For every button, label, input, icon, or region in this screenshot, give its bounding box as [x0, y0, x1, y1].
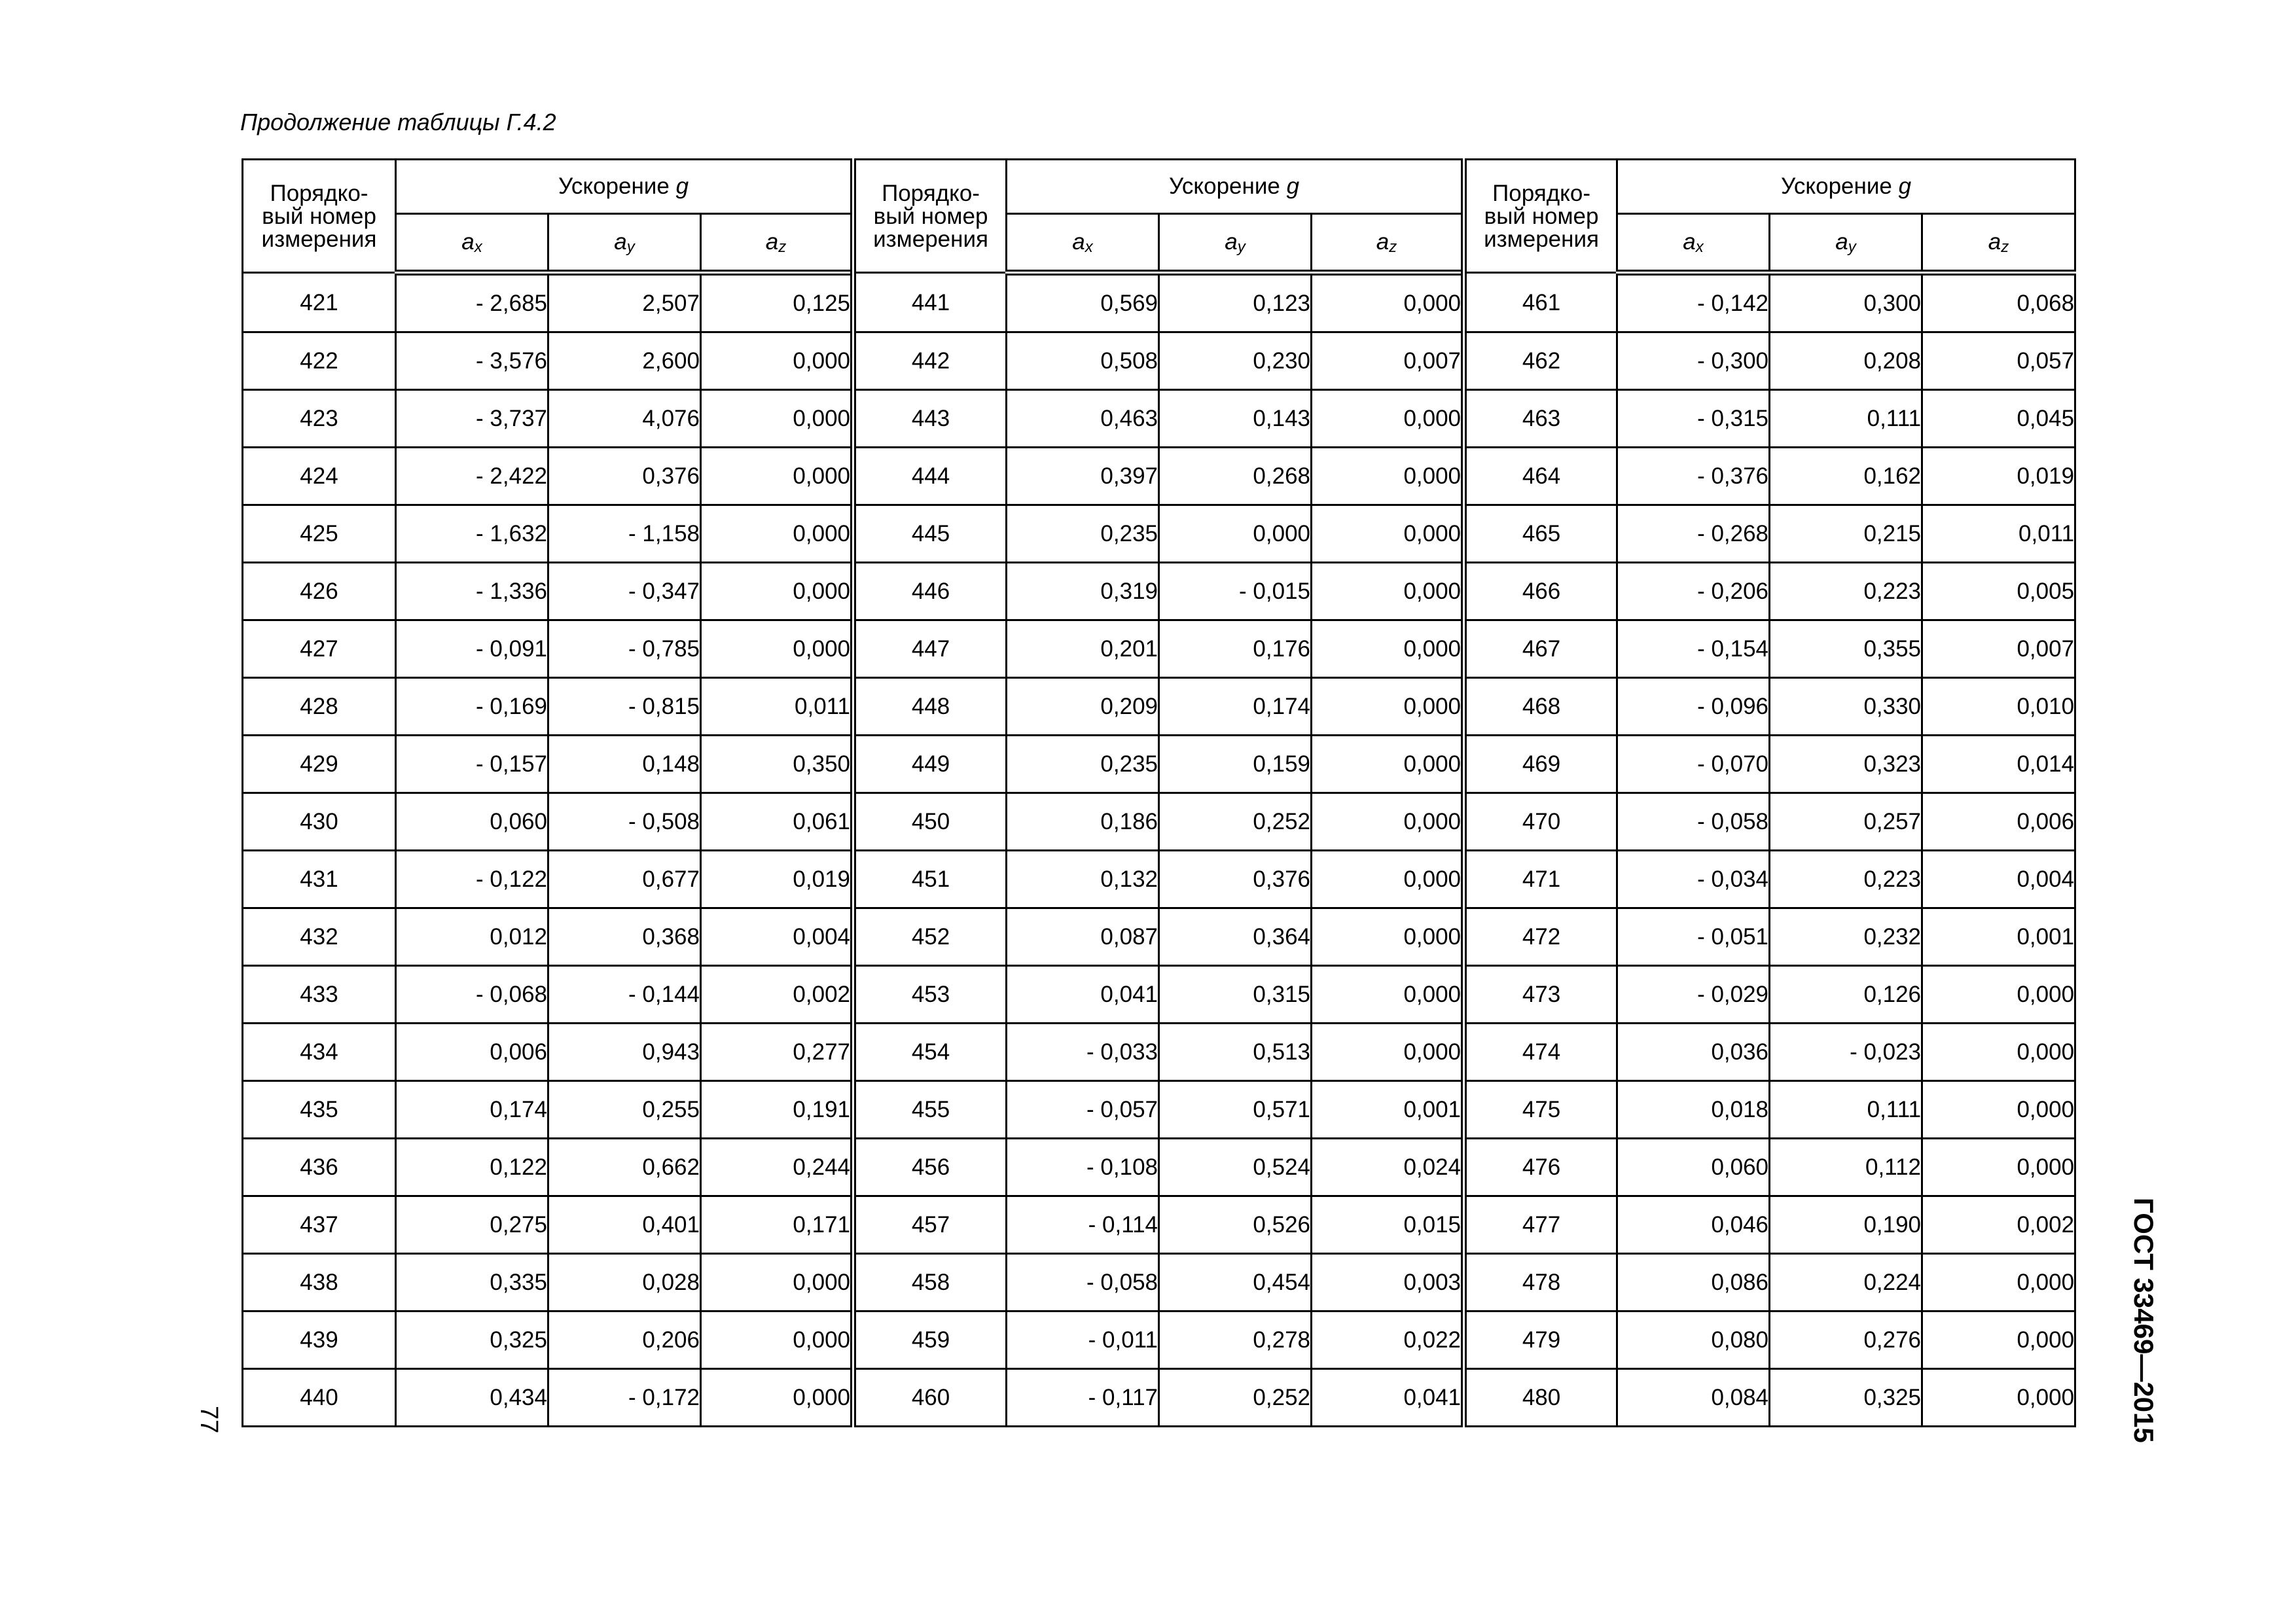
- acceleration-value-cell: 0,513: [1159, 1024, 1312, 1081]
- measurement-number-cell: 435: [243, 1081, 396, 1139]
- acceleration-value-cell: 0,000: [1312, 448, 1464, 505]
- acceleration-value-cell: 0,232: [1770, 908, 1922, 966]
- measurement-number-cell: 443: [853, 390, 1007, 448]
- measurement-number-cell: 449: [853, 736, 1007, 793]
- acceleration-value-cell: 0,000: [1312, 620, 1464, 678]
- measurement-number-cell: 428: [243, 678, 396, 736]
- measurement-number-cell: 451: [853, 851, 1007, 908]
- acceleration-value-cell: - 0,051: [1617, 908, 1770, 966]
- acceleration-value-cell: - 0,011: [1007, 1311, 1159, 1369]
- acceleration-value-cell: 0,000: [1922, 1369, 2075, 1427]
- acceleration-value-cell: - 0,057: [1007, 1081, 1159, 1139]
- acceleration-value-cell: 0,011: [1922, 505, 2075, 563]
- acceleration-value-cell: 0,005: [1922, 563, 2075, 620]
- measurement-number-cell: 433: [243, 966, 396, 1024]
- acceleration-value-cell: 0,084: [1617, 1369, 1770, 1427]
- acceleration-value-cell: 0,111: [1770, 1081, 1922, 1139]
- acceleration-value-cell: - 0,815: [548, 678, 701, 736]
- measurement-number-cell: 431: [243, 851, 396, 908]
- acceleration-value-cell: 0,132: [1007, 851, 1159, 908]
- measurement-number-cell: 476: [1464, 1139, 1617, 1196]
- measurement-number-cell: 425: [243, 505, 396, 563]
- acceleration-value-cell: - 0,122: [396, 851, 548, 908]
- acceleration-value-cell: - 0,785: [548, 620, 701, 678]
- measurement-number-cell: 473: [1464, 966, 1617, 1024]
- acceleration-value-cell: 0,000: [1922, 1139, 2075, 1196]
- acceleration-value-cell: 0,060: [396, 793, 548, 851]
- measurement-number-cell: 429: [243, 736, 396, 793]
- table-caption: Продолжение таблицы Г.4.2: [240, 109, 556, 135]
- acceleration-value-cell: 0,126: [1770, 966, 1922, 1024]
- acceleration-value-cell: 0,176: [1159, 620, 1312, 678]
- measurement-number-cell: 452: [853, 908, 1007, 966]
- acceleration-value-cell: 0,350: [701, 736, 853, 793]
- acceleration-value-cell: 0,162: [1770, 448, 1922, 505]
- acceleration-value-cell: 0,235: [1007, 736, 1159, 793]
- measurement-number-cell: 460: [853, 1369, 1007, 1427]
- acceleration-value-cell: 0,368: [548, 908, 701, 966]
- acceleration-value-cell: - 0,376: [1617, 448, 1770, 505]
- acceleration-value-cell: 0,004: [1922, 851, 2075, 908]
- measurement-number-cell: 458: [853, 1254, 1007, 1311]
- header-number-3: Порядко- вый номер измерения: [1464, 160, 1617, 273]
- acceleration-value-cell: - 0,108: [1007, 1139, 1159, 1196]
- acceleration-value-cell: 0,319: [1007, 563, 1159, 620]
- table-row: [243, 1369, 2075, 1427]
- measurement-number-cell: 457: [853, 1196, 1007, 1254]
- acceleration-value-cell: 0,000: [1312, 908, 1464, 966]
- header-ax: $a_x$: [396, 213, 548, 272]
- acceleration-value-cell: 2,600: [548, 332, 701, 390]
- acceleration-value-cell: 0,028: [548, 1254, 701, 1311]
- header-ay: $a_y$: [1159, 213, 1312, 272]
- acceleration-value-cell: - 0,154: [1617, 620, 1770, 678]
- acceleration-value-cell: 0,000: [1922, 1081, 2075, 1139]
- acceleration-value-cell: 0,325: [1770, 1369, 1922, 1427]
- measurement-number-cell: 432: [243, 908, 396, 966]
- table-row: [243, 1254, 2075, 1311]
- acceleration-value-cell: 0,041: [1007, 966, 1159, 1024]
- measurement-number-cell: 437: [243, 1196, 396, 1254]
- table-row: [243, 908, 2075, 966]
- table-row: [243, 390, 2075, 448]
- acceleration-value-cell: 0,943: [548, 1024, 701, 1081]
- header-az: $a_z$: [701, 213, 853, 272]
- acceleration-value-cell: 0,019: [701, 851, 853, 908]
- measurement-number-cell: 478: [1464, 1254, 1617, 1311]
- acceleration-value-cell: 0,000: [1312, 793, 1464, 851]
- acceleration-value-cell: 0,325: [396, 1311, 548, 1369]
- acceleration-value-cell: 0,004: [701, 908, 853, 966]
- header-ax: $a_x$: [1617, 213, 1770, 272]
- acceleration-value-cell: 0,275: [396, 1196, 548, 1254]
- measurement-number-cell: 426: [243, 563, 396, 620]
- acceleration-value-cell: 0,018: [1617, 1081, 1770, 1139]
- table-header: [243, 160, 2075, 273]
- measurement-number-cell: 434: [243, 1024, 396, 1081]
- measurement-number-cell: 471: [1464, 851, 1617, 908]
- header-number-2: Порядко- вый номер измерения: [853, 160, 1007, 273]
- acceleration-value-cell: 0,000: [1312, 678, 1464, 736]
- acceleration-value-cell: 0,277: [701, 1024, 853, 1081]
- acceleration-value-cell: 0,000: [1922, 966, 2075, 1024]
- acceleration-value-cell: - 0,117: [1007, 1369, 1159, 1427]
- header-acceleration-2: Ускорение g: [1007, 160, 1464, 214]
- acceleration-value-cell: 0,000: [701, 390, 853, 448]
- acceleration-value-cell: 0,278: [1159, 1311, 1312, 1369]
- acceleration-value-cell: - 0,068: [396, 966, 548, 1024]
- acceleration-value-cell: 0,434: [396, 1369, 548, 1427]
- acceleration-value-cell: - 0,033: [1007, 1024, 1159, 1081]
- acceleration-value-cell: 0,086: [1617, 1254, 1770, 1311]
- acceleration-value-cell: - 3,576: [396, 332, 548, 390]
- measurement-number-cell: 447: [853, 620, 1007, 678]
- acceleration-value-cell: 0,206: [548, 1311, 701, 1369]
- measurement-number-cell: 479: [1464, 1311, 1617, 1369]
- measurement-number-cell: 439: [243, 1311, 396, 1369]
- acceleration-value-cell: 0,174: [396, 1081, 548, 1139]
- measurement-number-cell: 474: [1464, 1024, 1617, 1081]
- acceleration-value-cell: 0,526: [1159, 1196, 1312, 1254]
- acceleration-value-cell: 0,315: [1159, 966, 1312, 1024]
- acceleration-value-cell: 0,000: [701, 1369, 853, 1427]
- measurement-number-cell: 442: [853, 332, 1007, 390]
- acceleration-value-cell: 0,001: [1922, 908, 2075, 966]
- measurement-number-cell: 440: [243, 1369, 396, 1427]
- measurement-number-cell: 466: [1464, 563, 1617, 620]
- measurement-number-cell: 459: [853, 1311, 1007, 1369]
- acceleration-value-cell: 0,015: [1312, 1196, 1464, 1254]
- acceleration-value-cell: - 0,169: [396, 678, 548, 736]
- acceleration-value-cell: 0,000: [701, 1254, 853, 1311]
- measurement-number-cell: 436: [243, 1139, 396, 1196]
- acceleration-value-cell: - 0,268: [1617, 505, 1770, 563]
- acceleration-value-cell: - 0,206: [1617, 563, 1770, 620]
- acceleration-value-cell: 0,364: [1159, 908, 1312, 966]
- acceleration-value-cell: 0,036: [1617, 1024, 1770, 1081]
- acceleration-value-cell: 0,000: [1312, 736, 1464, 793]
- acceleration-value-cell: 0,000: [1312, 563, 1464, 620]
- header-az: $a_z$: [1312, 213, 1464, 272]
- acceleration-value-cell: 0,186: [1007, 793, 1159, 851]
- acceleration-value-cell: - 0,508: [548, 793, 701, 851]
- acceleration-value-cell: 0,235: [1007, 505, 1159, 563]
- measurement-number-cell: 450: [853, 793, 1007, 851]
- header-az: $a_z$: [1922, 213, 2075, 272]
- acceleration-value-cell: - 0,347: [548, 563, 701, 620]
- acceleration-value-cell: 0,000: [701, 620, 853, 678]
- measurement-number-cell: 422: [243, 332, 396, 390]
- acceleration-value-cell: 0,252: [1159, 1369, 1312, 1427]
- acceleration-value-cell: 0,060: [1617, 1139, 1770, 1196]
- acceleration-value-cell: 0,123: [1159, 273, 1312, 332]
- acceleration-value-cell: 0,000: [1922, 1311, 2075, 1369]
- acceleration-value-cell: 0,006: [396, 1024, 548, 1081]
- acceleration-value-cell: 0,159: [1159, 736, 1312, 793]
- table-row: [243, 678, 2075, 736]
- acceleration-value-cell: 0,019: [1922, 448, 2075, 505]
- measurement-number-cell: 427: [243, 620, 396, 678]
- acceleration-value-cell: - 0,300: [1617, 332, 1770, 390]
- measurement-number-cell: 467: [1464, 620, 1617, 678]
- acceleration-value-cell: - 1,336: [396, 563, 548, 620]
- acceleration-value-cell: 0,024: [1312, 1139, 1464, 1196]
- acceleration-value-cell: 0,087: [1007, 908, 1159, 966]
- table-row: [243, 1024, 2075, 1081]
- page-number: 77: [195, 1406, 223, 1434]
- acceleration-value-cell: 0,010: [1922, 678, 2075, 736]
- table-body: [243, 273, 2075, 1427]
- acceleration-value-cell: 0,000: [1312, 390, 1464, 448]
- measurement-number-cell: 441: [853, 273, 1007, 332]
- acceleration-value-cell: 0,662: [548, 1139, 701, 1196]
- measurement-number-cell: 470: [1464, 793, 1617, 851]
- acceleration-value-cell: 4,076: [548, 390, 701, 448]
- acceleration-value-cell: 0,046: [1617, 1196, 1770, 1254]
- acceleration-value-cell: 0,569: [1007, 273, 1159, 332]
- acceleration-value-cell: 0,012: [396, 908, 548, 966]
- acceleration-value-cell: 0,022: [1312, 1311, 1464, 1369]
- acceleration-value-cell: 0,244: [701, 1139, 853, 1196]
- measurement-number-cell: 472: [1464, 908, 1617, 966]
- acceleration-value-cell: 0,376: [548, 448, 701, 505]
- acceleration-value-cell: 0,463: [1007, 390, 1159, 448]
- table-row: [243, 1196, 2075, 1254]
- acceleration-value-cell: 0,007: [1922, 620, 2075, 678]
- acceleration-value-cell: - 0,023: [1770, 1024, 1922, 1081]
- standard-code: ГОСТ 33469—2015: [2128, 1198, 2159, 1443]
- measurement-number-cell: 465: [1464, 505, 1617, 563]
- acceleration-value-cell: 0,508: [1007, 332, 1159, 390]
- table-row: [243, 851, 2075, 908]
- acceleration-value-cell: 0,111: [1770, 390, 1922, 448]
- acceleration-value-cell: 0,000: [1312, 1024, 1464, 1081]
- measurement-number-cell: 430: [243, 793, 396, 851]
- measurement-number-cell: 445: [853, 505, 1007, 563]
- measurement-number-cell: 468: [1464, 678, 1617, 736]
- acceleration-value-cell: 0,000: [1312, 505, 1464, 563]
- header-number-1: Порядко- вый номер измерения: [243, 160, 396, 273]
- acceleration-value-cell: - 1,632: [396, 505, 548, 563]
- acceleration-value-cell: 0,148: [548, 736, 701, 793]
- acceleration-value-cell: - 0,070: [1617, 736, 1770, 793]
- acceleration-value-cell: - 2,685: [396, 273, 548, 332]
- acceleration-value-cell: - 0,315: [1617, 390, 1770, 448]
- acceleration-value-cell: - 0,058: [1617, 793, 1770, 851]
- acceleration-value-cell: 0,041: [1312, 1369, 1464, 1427]
- acceleration-value-cell: 0,191: [701, 1081, 853, 1139]
- acceleration-value-cell: - 1,158: [548, 505, 701, 563]
- table-row: [243, 620, 2075, 678]
- acceleration-value-cell: 0,002: [1922, 1196, 2075, 1254]
- acceleration-value-cell: 0,000: [1312, 273, 1464, 332]
- acceleration-value-cell: 0,000: [701, 505, 853, 563]
- acceleration-value-cell: 0,171: [701, 1196, 853, 1254]
- acceleration-value-cell: - 0,034: [1617, 851, 1770, 908]
- acceleration-value-cell: 0,257: [1770, 793, 1922, 851]
- acceleration-value-cell: 0,223: [1770, 563, 1922, 620]
- table-row: [243, 332, 2075, 390]
- acceleration-value-cell: 0,201: [1007, 620, 1159, 678]
- acceleration-value-cell: - 0,114: [1007, 1196, 1159, 1254]
- acceleration-value-cell: 0,143: [1159, 390, 1312, 448]
- header-ay: $a_y$: [1770, 213, 1922, 272]
- acceleration-value-cell: 0,080: [1617, 1311, 1770, 1369]
- measurement-number-cell: 480: [1464, 1369, 1617, 1427]
- acceleration-value-cell: 0,401: [548, 1196, 701, 1254]
- acceleration-value-cell: 0,061: [701, 793, 853, 851]
- acceleration-value-cell: 0,068: [1922, 273, 2075, 332]
- measurement-number-cell: 461: [1464, 273, 1617, 332]
- acceleration-value-cell: 0,014: [1922, 736, 2075, 793]
- acceleration-value-cell: 0,007: [1312, 332, 1464, 390]
- acceleration-value-cell: 0,057: [1922, 332, 2075, 390]
- acceleration-value-cell: 0,376: [1159, 851, 1312, 908]
- acceleration-value-cell: - 0,015: [1159, 563, 1312, 620]
- acceleration-value-cell: 0,209: [1007, 678, 1159, 736]
- acceleration-value-cell: 0,003: [1312, 1254, 1464, 1311]
- measurement-number-cell: 423: [243, 390, 396, 448]
- acceleration-value-cell: 0,000: [1312, 851, 1464, 908]
- table-row: [243, 1139, 2075, 1196]
- acceleration-value-cell: - 0,096: [1617, 678, 1770, 736]
- table-row: [243, 448, 2075, 505]
- acceleration-value-cell: 0,335: [396, 1254, 548, 1311]
- acceleration-value-cell: - 0,142: [1617, 273, 1770, 332]
- acceleration-value-cell: 2,507: [548, 273, 701, 332]
- acceleration-value-cell: 0,454: [1159, 1254, 1312, 1311]
- measurement-number-cell: 477: [1464, 1196, 1617, 1254]
- acceleration-value-cell: 0,223: [1770, 851, 1922, 908]
- acceleration-value-cell: 0,224: [1770, 1254, 1922, 1311]
- acceleration-value-cell: 0,677: [548, 851, 701, 908]
- acceleration-value-cell: - 0,029: [1617, 966, 1770, 1024]
- table-row: [243, 1081, 2075, 1139]
- acceleration-value-cell: 0,252: [1159, 793, 1312, 851]
- acceleration-value-cell: 0,255: [548, 1081, 701, 1139]
- measurement-number-cell: 463: [1464, 390, 1617, 448]
- measurement-number-cell: 455: [853, 1081, 1007, 1139]
- header-acceleration-1: Ускорение g: [396, 160, 853, 214]
- measurement-number-cell: 444: [853, 448, 1007, 505]
- measurement-number-cell: 424: [243, 448, 396, 505]
- acceleration-value-cell: 0,000: [701, 332, 853, 390]
- acceleration-value-cell: 0,125: [701, 273, 853, 332]
- acceleration-value-cell: 0,001: [1312, 1081, 1464, 1139]
- acceleration-value-cell: - 0,172: [548, 1369, 701, 1427]
- acceleration-value-cell: 0,011: [701, 678, 853, 736]
- measurement-number-cell: 462: [1464, 332, 1617, 390]
- acceleration-value-cell: 0,323: [1770, 736, 1922, 793]
- measurement-number-cell: 454: [853, 1024, 1007, 1081]
- measurement-number-cell: 475: [1464, 1081, 1617, 1139]
- table-row: [243, 1311, 2075, 1369]
- acceleration-value-cell: 0,000: [701, 448, 853, 505]
- acceleration-value-cell: 0,045: [1922, 390, 2075, 448]
- acceleration-value-cell: 0,524: [1159, 1139, 1312, 1196]
- acceleration-value-cell: 0,002: [701, 966, 853, 1024]
- table-row: [243, 273, 2075, 332]
- acceleration-value-cell: - 0,091: [396, 620, 548, 678]
- acceleration-value-cell: 0,571: [1159, 1081, 1312, 1139]
- header-ax: $a_x$: [1007, 213, 1159, 272]
- acceleration-value-cell: 0,122: [396, 1139, 548, 1196]
- acceleration-value-cell: 0,268: [1159, 448, 1312, 505]
- measurement-number-cell: 448: [853, 678, 1007, 736]
- acceleration-value-cell: 0,276: [1770, 1311, 1922, 1369]
- acceleration-value-cell: - 0,144: [548, 966, 701, 1024]
- acceleration-value-cell: - 3,737: [396, 390, 548, 448]
- measurement-number-cell: 438: [243, 1254, 396, 1311]
- measurement-number-cell: 464: [1464, 448, 1617, 505]
- table-row: [243, 505, 2075, 563]
- header-ay: $a_y$: [548, 213, 701, 272]
- table-row: [243, 793, 2075, 851]
- measurement-number-cell: 456: [853, 1139, 1007, 1196]
- acceleration-value-cell: 0,190: [1770, 1196, 1922, 1254]
- acceleration-value-cell: 0,300: [1770, 273, 1922, 332]
- acceleration-value-cell: 0,000: [701, 563, 853, 620]
- acceleration-value-cell: 0,000: [1922, 1254, 2075, 1311]
- measurement-number-cell: 453: [853, 966, 1007, 1024]
- acceleration-value-cell: 0,000: [1312, 966, 1464, 1024]
- acceleration-value-cell: - 0,157: [396, 736, 548, 793]
- acceleration-value-cell: 0,006: [1922, 793, 2075, 851]
- table-row: [243, 736, 2075, 793]
- acceleration-value-cell: 0,000: [1922, 1024, 2075, 1081]
- acceleration-value-cell: 0,112: [1770, 1139, 1922, 1196]
- acceleration-value-cell: 0,000: [1159, 505, 1312, 563]
- acceleration-value-cell: - 2,422: [396, 448, 548, 505]
- acceleration-value-cell: 0,000: [701, 1311, 853, 1369]
- acceleration-value-cell: 0,230: [1159, 332, 1312, 390]
- acceleration-value-cell: 0,215: [1770, 505, 1922, 563]
- measurement-number-cell: 446: [853, 563, 1007, 620]
- acceleration-table: [242, 158, 2076, 1427]
- measurement-number-cell: 421: [243, 273, 396, 332]
- header-acceleration-3: Ускорение g: [1617, 160, 2075, 214]
- acceleration-value-cell: 0,208: [1770, 332, 1922, 390]
- table-row: [243, 966, 2075, 1024]
- acceleration-value-cell: - 0,058: [1007, 1254, 1159, 1311]
- acceleration-value-cell: 0,330: [1770, 678, 1922, 736]
- measurement-number-cell: 469: [1464, 736, 1617, 793]
- acceleration-value-cell: 0,355: [1770, 620, 1922, 678]
- table-row: [243, 563, 2075, 620]
- acceleration-value-cell: 0,397: [1007, 448, 1159, 505]
- acceleration-value-cell: 0,174: [1159, 678, 1312, 736]
